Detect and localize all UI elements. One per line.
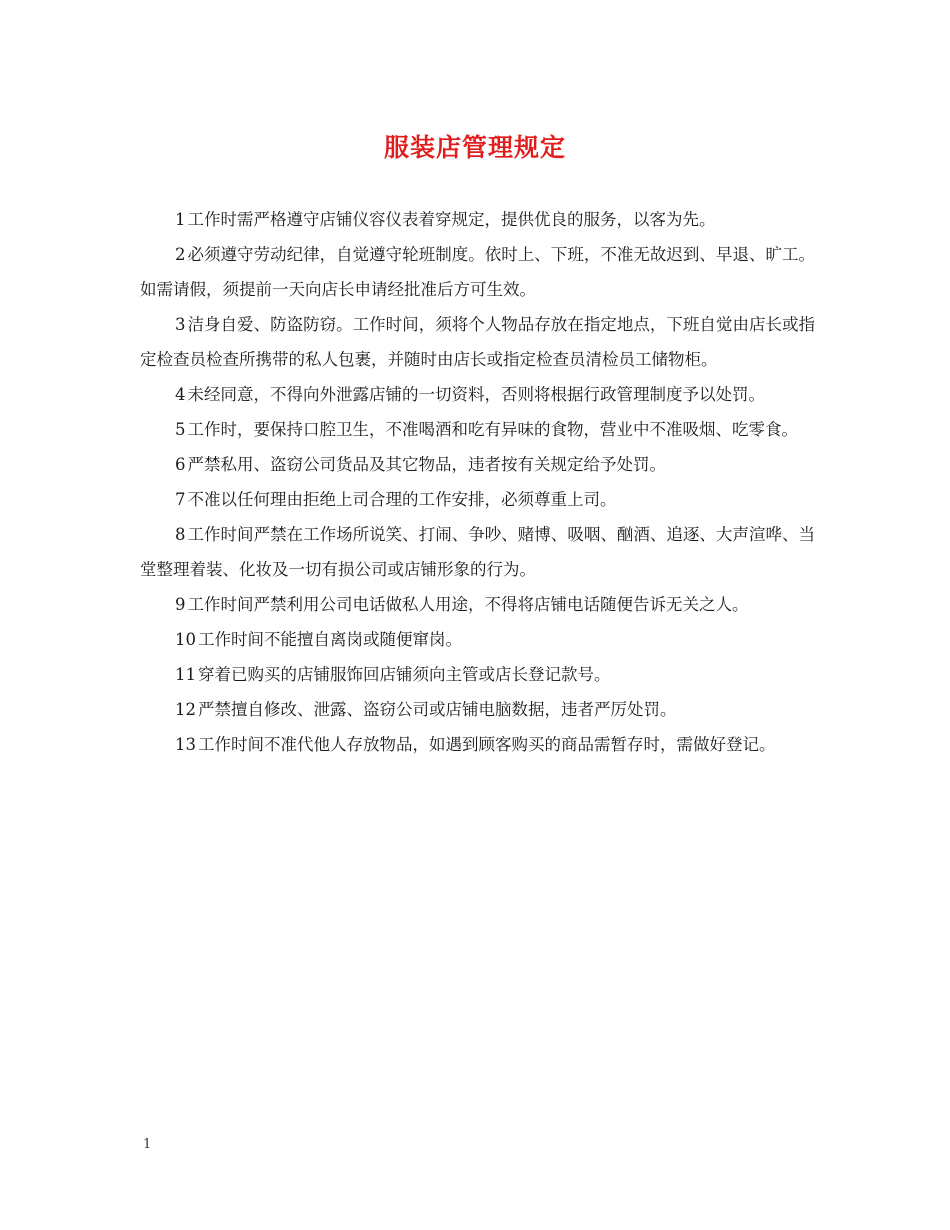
rule-number: 12	[175, 700, 196, 719]
rule-item	[140, 447, 815, 482]
rule-number: 7	[175, 490, 186, 509]
rule-item	[140, 412, 815, 447]
rule-number: 3	[175, 315, 186, 334]
rule-number: 1	[175, 210, 186, 229]
rule-text: 工作时间严禁利用公司电话做私人用途，不得将店铺电话随便告诉无关之人。	[187, 595, 749, 614]
rule-item	[140, 517, 815, 587]
rule-number: 10	[175, 630, 196, 649]
rule-text: 严禁私用、盗窃公司货品及其它物品，违者按有关规定给予处罚。	[187, 455, 666, 474]
rule-item	[140, 202, 815, 237]
rule-text: 必须遵守劳动纪律，自觉遵守轮班制度。依时上、下班，不准无故迟到、早退、旷工。如需请假，须提前一天向店长申请经批准后方可生效。	[140, 245, 815, 299]
rule-number: 13	[175, 735, 196, 754]
rule-number: 8	[175, 525, 186, 544]
rule-number: 9	[175, 595, 186, 614]
rule-number: 2	[175, 245, 186, 264]
rule-item	[140, 692, 815, 727]
rule-text: 工作时间不准代他人存放物品，如遇到顾客购买的商品需暂存时，需做好登记。	[198, 735, 776, 754]
rules-list	[140, 202, 815, 762]
document-title: 服装店管理规定	[383, 133, 566, 162]
rule-text: 未经同意，不得向外泄露店铺的一切资料，否则将根据行政管理制度予以处罚。	[187, 385, 765, 404]
rule-text: 不准以任何理由拒绝上司合理的工作安排，必须尊重上司。	[187, 490, 617, 509]
rule-number: 5	[175, 420, 186, 439]
rule-item	[140, 482, 815, 517]
rule-item	[140, 622, 815, 657]
rule-text: 严禁擅自修改、泄露、盗窃公司或店铺电脑数据，违者严厉处罚。	[198, 700, 677, 719]
rule-item	[140, 587, 815, 622]
rule-text: 工作时，要保持口腔卫生，不准喝酒和吃有异味的食物，营业中不准吸烟、吃零食。	[187, 420, 798, 439]
rule-item	[140, 377, 815, 412]
rule-item	[140, 307, 815, 377]
rule-item	[140, 237, 815, 307]
rule-number: 6	[175, 455, 186, 474]
rule-item	[140, 727, 815, 762]
rule-number: 11	[175, 665, 196, 684]
page-number: 1	[143, 1137, 152, 1152]
rule-text: 洁身自爱、防盗防窃。工作时间，须将个人物品存放在指定地点，下班自觉由店长或指定检查员检查所携带的私人包裹，并随时由店长或指定检查员清检员工储物柜。	[140, 315, 815, 369]
rule-text: 工作时需严格遵守店铺仪容仪表着穿规定，提供优良的服务，以客为先。	[187, 210, 716, 229]
rule-text: 工作时间严禁在工作场所说笑、打闹、争吵、赌博、吸咽、酗酒、追逐、大声渲哗、当堂整理着装、化妆及一切有损公司或店铺形象的行为。	[140, 525, 815, 579]
rule-text: 工作时间不能擅自离岗或随便窜岗。	[198, 630, 462, 649]
rule-item	[140, 657, 815, 692]
rule-number: 4	[175, 385, 186, 404]
rule-text: 穿着已购买的店铺服饰回店铺须向主管或店长登记款号。	[198, 665, 611, 684]
